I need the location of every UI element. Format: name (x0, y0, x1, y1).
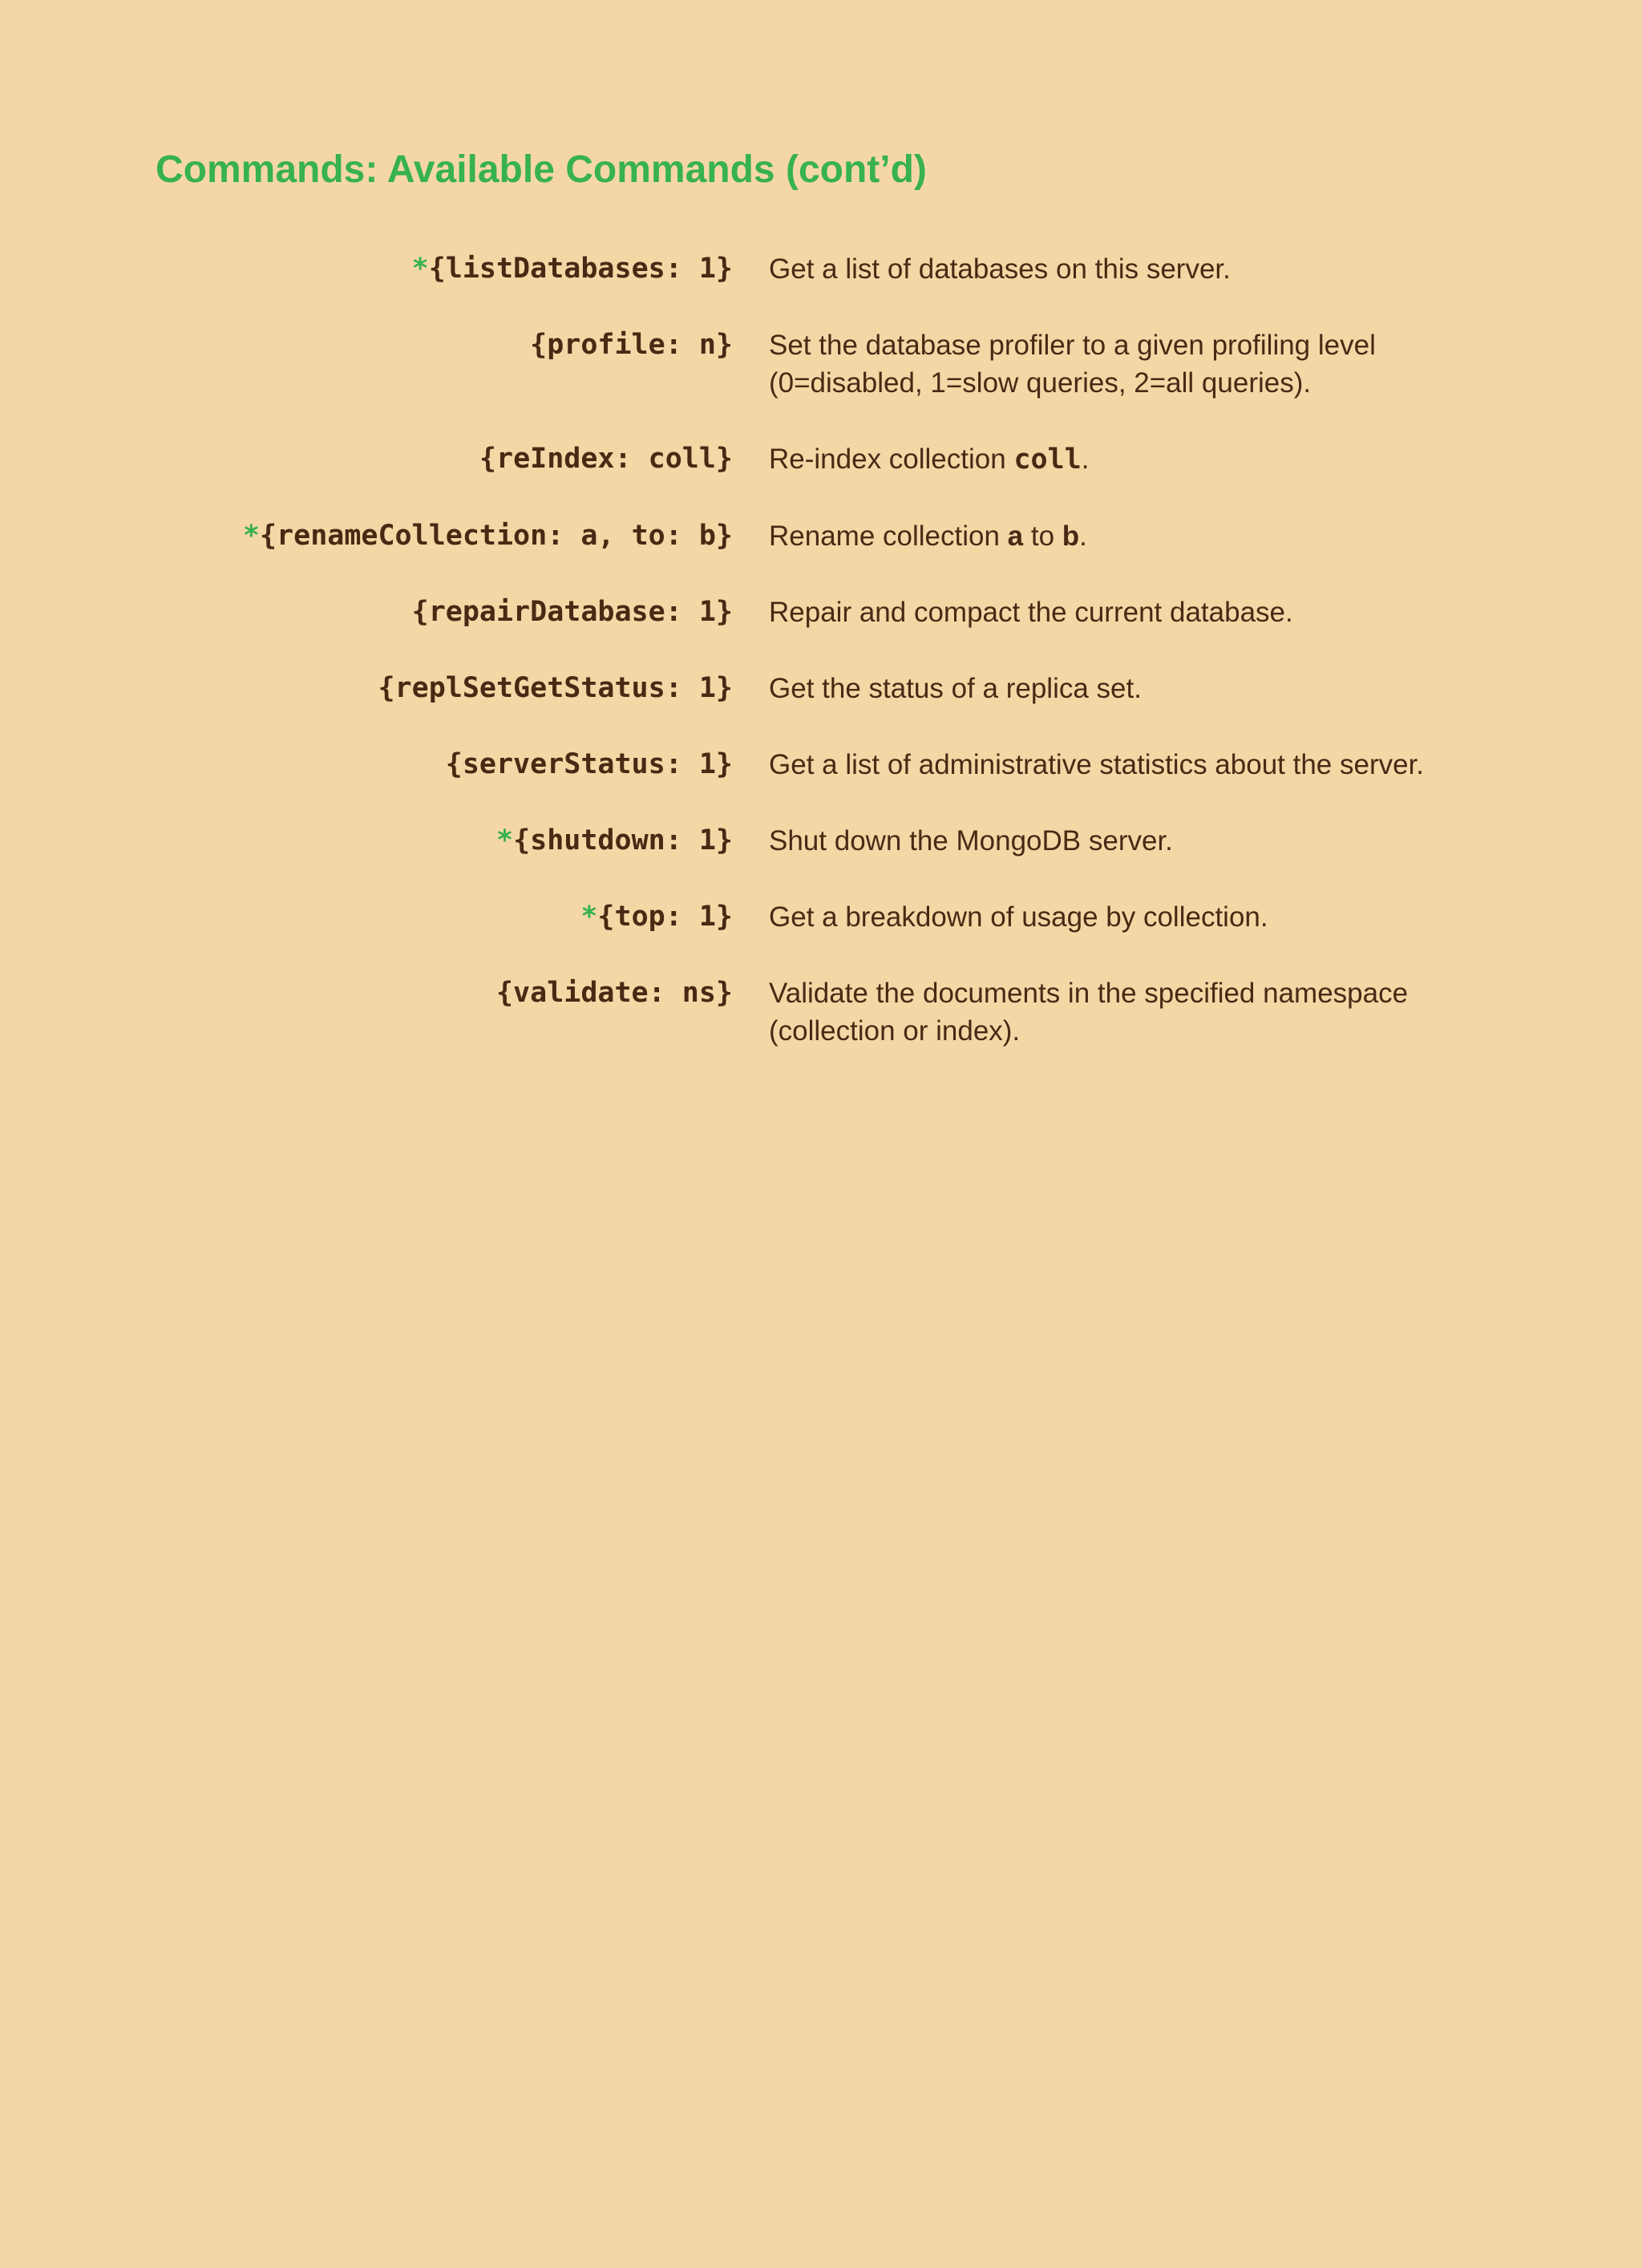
command-name (0, 898, 733, 936)
command-description: Get a list of administrative statistics about the server. (769, 749, 1425, 780)
command-text: {repairDatabase: 1} (411, 596, 733, 628)
star-icon: * (411, 253, 429, 285)
commands-table (0, 250, 1642, 1088)
command-text: {profile: n} (530, 329, 733, 361)
command-row (0, 822, 1642, 860)
command-row (0, 517, 1642, 555)
command-row (0, 326, 1642, 402)
command-name (0, 517, 733, 555)
command-row (0, 593, 1642, 631)
command-text: {replSetGetStatus: 1} (378, 672, 733, 704)
command-name (0, 746, 733, 784)
command-name (0, 974, 733, 1012)
command-text: {top: 1} (597, 901, 733, 933)
command-name (0, 822, 733, 860)
command-description: Re-index collection coll. (769, 443, 1090, 476)
command-row (0, 974, 1642, 1050)
command-row (0, 440, 1642, 479)
star-icon: * (242, 520, 260, 552)
command-text: {validate: ns} (495, 977, 733, 1009)
command-text: {listDatabases: 1} (428, 253, 733, 285)
command-name (0, 250, 733, 288)
command-row (0, 746, 1642, 784)
param-a: a (1007, 520, 1024, 552)
command-name (0, 593, 733, 631)
command-row (0, 670, 1642, 707)
command-description: Set the database profiler to a given profiling level (0=disabled, 1=slow queries, 2=all queries). (769, 330, 1376, 399)
command-description: Get a breakdown of usage by collection. (769, 901, 1268, 933)
command-text: {serverStatus: 1} (445, 748, 733, 780)
command-name (0, 326, 733, 364)
command-row (0, 898, 1642, 936)
star-icon: * (495, 824, 514, 857)
command-text: {shutdown: 1} (513, 824, 733, 857)
command-text: {renameCollection: a, to: b} (259, 520, 733, 552)
command-description: Get a list of databases on this server. (769, 253, 1231, 285)
command-description: Get the status of a replica set. (769, 673, 1142, 704)
inline-code: coll (1013, 443, 1082, 476)
command-description: Repair and compact the current database. (769, 597, 1293, 628)
star-icon: * (580, 901, 598, 933)
command-row (0, 250, 1642, 288)
command-text: {reIndex: coll} (479, 443, 733, 475)
command-description: Shut down the MongoDB server. (769, 825, 1173, 857)
command-description: Rename collection a to b. (769, 520, 1087, 552)
command-description: Validate the documents in the specified namespace (collection or index). (769, 978, 1409, 1047)
page-title: Commands: Available Commands (cont’d) (156, 148, 927, 191)
command-name (0, 440, 733, 478)
command-name (0, 670, 733, 707)
param-b: b (1062, 520, 1080, 552)
